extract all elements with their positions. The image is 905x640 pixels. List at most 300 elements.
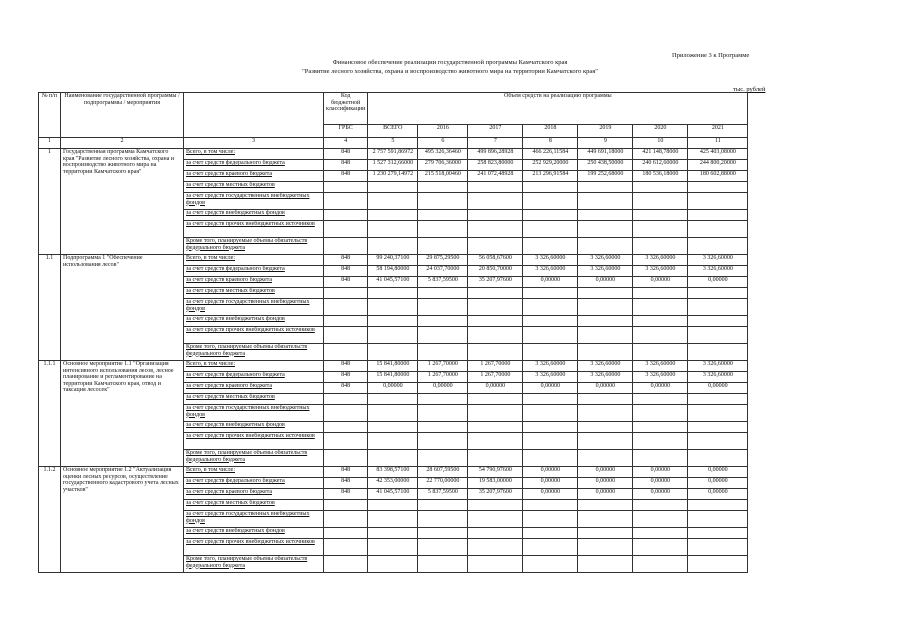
funding-source: за счет средств внебюджетных фондов <box>184 528 324 539</box>
funding-source: Кроме того, планируемые объемы обязательств федерального бюджета <box>184 344 324 361</box>
grbs-code: 848 <box>324 383 368 394</box>
amount-cell <box>418 433 468 450</box>
amount-cell <box>468 394 523 405</box>
amount-cell: 35 207,97600 <box>468 277 523 288</box>
amount-cell <box>688 394 748 405</box>
amount-cell <box>468 182 523 193</box>
grbs-code: 848 <box>324 149 368 160</box>
col-index: 1 <box>39 138 61 149</box>
amount-cell: 0,00000 <box>633 489 688 500</box>
amount-cell: 3 326,60000 <box>523 255 578 266</box>
amount-cell: 3 326,60000 <box>633 361 688 372</box>
amount-cell <box>368 394 418 405</box>
amount-cell <box>418 238 468 255</box>
grbs-code <box>324 539 368 556</box>
amount-cell <box>688 210 748 221</box>
amount-cell: 215 518,00460 <box>418 171 468 182</box>
amount-cell <box>578 556 633 573</box>
amount-cell <box>523 511 578 528</box>
amount-cell: 3 326,60000 <box>523 372 578 383</box>
amount-cell <box>368 182 418 193</box>
amount-cell <box>578 539 633 556</box>
amount-cell <box>523 221 578 238</box>
amount-cell: 35 207,97600 <box>468 489 523 500</box>
amount-cell <box>468 238 523 255</box>
amount-cell <box>368 500 418 511</box>
amount-cell <box>633 556 688 573</box>
amount-cell <box>633 450 688 467</box>
amount-cell <box>688 500 748 511</box>
grbs-code <box>324 182 368 193</box>
amount-cell: 56 058,67600 <box>468 255 523 266</box>
grbs-code: 848 <box>324 361 368 372</box>
amount-cell <box>368 433 418 450</box>
amount-cell <box>523 539 578 556</box>
grbs-code: 848 <box>324 478 368 489</box>
amount-cell: 3 326,60000 <box>633 255 688 266</box>
amount-cell: 252 929,20000 <box>523 160 578 171</box>
amount-cell <box>578 238 633 255</box>
amount-cell <box>688 450 748 467</box>
amount-cell <box>468 288 523 299</box>
amount-cell <box>368 221 418 238</box>
amount-cell <box>578 405 633 422</box>
amount-cell <box>688 422 748 433</box>
grbs-code: 848 <box>324 467 368 478</box>
amount-cell: 0,00000 <box>688 478 748 489</box>
amount-cell <box>578 299 633 316</box>
amount-cell: 0,00000 <box>578 277 633 288</box>
amount-cell: 1 267,70000 <box>468 361 523 372</box>
amount-cell: 3 326,60000 <box>523 266 578 277</box>
funding-source: за счет средств прочих внебюджетных источников <box>184 221 324 238</box>
grbs-code <box>324 316 368 327</box>
amount-cell <box>368 327 418 344</box>
units-label: тыс. рублей <box>733 86 766 93</box>
amount-cell <box>523 450 578 467</box>
amount-cell: 3 326,60000 <box>688 372 748 383</box>
amount-cell <box>468 316 523 327</box>
grbs-code <box>324 405 368 422</box>
amount-cell: 0,00000 <box>633 467 688 478</box>
amount-cell <box>468 556 523 573</box>
amount-cell <box>633 422 688 433</box>
amount-cell: 0,00000 <box>578 467 633 478</box>
amount-cell: 15 841,80000 <box>368 361 418 372</box>
amount-cell <box>578 327 633 344</box>
amount-cell: 495 326,36460 <box>418 149 468 160</box>
grbs-code: 848 <box>324 171 368 182</box>
amount-cell <box>688 221 748 238</box>
funding-source: Кроме того, планируемые объемы обязательств федерального бюджета <box>184 238 324 255</box>
amount-cell <box>468 539 523 556</box>
amount-cell: 19 583,00000 <box>468 478 523 489</box>
amount-cell <box>468 433 523 450</box>
funding-source: Кроме того, планируемые объемы обязательств федерального бюджета <box>184 556 324 573</box>
col-index: 3 <box>184 138 324 149</box>
amount-cell <box>578 394 633 405</box>
program-name: Основное мероприятие 1.2 "Актуализация оценки лесных ресурсов, осуществление государственного кадастрового учета лесных участков" <box>61 467 184 573</box>
amount-cell <box>468 344 523 361</box>
amount-cell <box>633 316 688 327</box>
grbs-code <box>324 556 368 573</box>
amount-cell <box>688 528 748 539</box>
funding-source: за счет средств федерального бюджета <box>184 372 324 383</box>
amount-cell <box>688 433 748 450</box>
financing-table <box>38 92 748 573</box>
grbs-code: 848 <box>324 489 368 500</box>
amount-cell <box>688 556 748 573</box>
amount-cell <box>578 182 633 193</box>
amount-cell <box>523 556 578 573</box>
amount-cell <box>523 405 578 422</box>
amount-cell <box>468 528 523 539</box>
amount-cell <box>418 556 468 573</box>
amount-cell <box>523 182 578 193</box>
amount-cell <box>633 500 688 511</box>
header-grbs: ГРБС <box>324 124 368 137</box>
amount-cell: 0,00000 <box>633 383 688 394</box>
amount-cell <box>688 316 748 327</box>
amount-cell: 244 800,20000 <box>688 160 748 171</box>
funding-source: за счет средств прочих внебюджетных источников <box>184 433 324 450</box>
title-line-2: "Развитие лесного хозяйства, охрана и воспроизводство животного мира на территории Камчатского края" <box>302 68 598 75</box>
amount-cell: 41 045,57100 <box>368 277 418 288</box>
amount-cell <box>418 221 468 238</box>
amount-cell <box>368 210 418 221</box>
header-total: ВСЕГО <box>368 124 418 137</box>
col-index: 7 <box>468 138 523 149</box>
amount-cell: 42 353,00000 <box>368 478 418 489</box>
grbs-code <box>324 500 368 511</box>
amount-cell: 15 841,80000 <box>368 372 418 383</box>
amount-cell <box>688 327 748 344</box>
amount-cell <box>523 193 578 210</box>
grbs-code <box>324 394 368 405</box>
amount-cell <box>368 539 418 556</box>
funding-source: за счет средств прочих внебюджетных источников <box>184 539 324 556</box>
amount-cell <box>578 422 633 433</box>
amount-cell <box>578 193 633 210</box>
column-index-row <box>39 138 748 149</box>
header-num: № п/п <box>39 93 61 138</box>
amount-cell <box>688 238 748 255</box>
grbs-code <box>324 210 368 221</box>
row-number: 1.1.2 <box>39 467 61 573</box>
amount-cell <box>633 344 688 361</box>
grbs-code <box>324 221 368 238</box>
appendix-note: Приложение 3 к Программе <box>672 52 750 59</box>
amount-cell <box>633 405 688 422</box>
header-row <box>39 93 748 125</box>
amount-cell: 0,00000 <box>633 478 688 489</box>
amount-cell <box>418 299 468 316</box>
amount-cell <box>633 182 688 193</box>
grbs-code <box>324 288 368 299</box>
amount-cell <box>633 511 688 528</box>
table-row <box>39 149 748 160</box>
funding-source: Всего, в том числе: <box>184 149 324 160</box>
amount-cell: 1 267,70000 <box>468 372 523 383</box>
amount-cell <box>523 288 578 299</box>
amount-cell <box>688 182 748 193</box>
amount-cell <box>633 299 688 316</box>
grbs-code <box>324 528 368 539</box>
header-year-2020: 2020 <box>633 124 688 137</box>
amount-cell: 0,00000 <box>688 467 748 478</box>
amount-cell <box>368 528 418 539</box>
amount-cell <box>418 210 468 221</box>
amount-cell <box>468 299 523 316</box>
header-year-2021: 2021 <box>688 124 748 137</box>
grbs-code <box>324 193 368 210</box>
amount-cell: 28 607,59500 <box>418 467 468 478</box>
funding-source: за счет средств краевого бюджета <box>184 277 324 288</box>
funding-source: за счет средств местных бюджетов <box>184 500 324 511</box>
col-index: 11 <box>688 138 748 149</box>
amount-cell <box>418 288 468 299</box>
table-row <box>39 361 748 372</box>
amount-cell <box>368 238 418 255</box>
amount-cell: 180 536,18000 <box>633 171 688 182</box>
amount-cell: 499 896,28928 <box>468 149 523 160</box>
amount-cell <box>523 299 578 316</box>
amount-cell: 466 226,11584 <box>523 149 578 160</box>
amount-cell: 180 602,88000 <box>688 171 748 182</box>
funding-source: за счет средств государственных внебюджетных фондов <box>184 299 324 316</box>
col-index: 9 <box>578 138 633 149</box>
grbs-code <box>324 327 368 344</box>
header-year-2019: 2019 <box>578 124 633 137</box>
amount-cell <box>368 288 418 299</box>
funding-source: за счет средств внебюджетных фондов <box>184 316 324 327</box>
amount-cell: 3 326,60000 <box>578 372 633 383</box>
amount-cell <box>418 344 468 361</box>
amount-cell: 2 757 591,86972 <box>368 149 418 160</box>
document-title <box>180 58 720 76</box>
amount-cell: 258 823,80000 <box>468 160 523 171</box>
amount-cell <box>633 394 688 405</box>
col-index: 5 <box>368 138 418 149</box>
amount-cell <box>368 422 418 433</box>
funding-source: Всего, в том числе: <box>184 467 324 478</box>
amount-cell: 0,00000 <box>578 478 633 489</box>
grbs-code <box>324 299 368 316</box>
amount-cell <box>523 422 578 433</box>
amount-cell: 0,00000 <box>523 478 578 489</box>
amount-cell: 0,00000 <box>468 383 523 394</box>
amount-cell: 83 398,57100 <box>368 467 418 478</box>
amount-cell: 29 875,29500 <box>418 255 468 266</box>
amount-cell: 0,00000 <box>688 277 748 288</box>
amount-cell <box>468 500 523 511</box>
amount-cell <box>633 539 688 556</box>
amount-cell <box>578 344 633 361</box>
amount-cell: 41 045,57100 <box>368 489 418 500</box>
grbs-code <box>324 422 368 433</box>
table-body <box>39 93 748 573</box>
header-year-2017: 2017 <box>468 124 523 137</box>
amount-cell <box>523 327 578 344</box>
funding-source: за счет средств федерального бюджета <box>184 478 324 489</box>
amount-cell: 5 837,59500 <box>418 489 468 500</box>
funding-source: Всего, в том числе: <box>184 361 324 372</box>
amount-cell <box>523 316 578 327</box>
amount-cell: 58 194,80000 <box>368 266 418 277</box>
amount-cell: 279 706,36000 <box>418 160 468 171</box>
amount-cell: 240 612,60000 <box>633 160 688 171</box>
amount-cell: 0,00000 <box>633 277 688 288</box>
header-sources <box>184 93 324 138</box>
amount-cell <box>633 193 688 210</box>
program-name: Основное мероприятие 1.1 "Организация интенсивного использования лесов, лесное планирование и регламентирование на территории Камчатского края, отвод и таксация лесосек" <box>61 361 184 467</box>
amount-cell <box>523 433 578 450</box>
funding-source: за счет средств государственных внебюджетных фондов <box>184 405 324 422</box>
grbs-code: 848 <box>324 160 368 171</box>
amount-cell <box>578 433 633 450</box>
amount-cell: 3 326,60000 <box>633 266 688 277</box>
amount-cell <box>468 511 523 528</box>
amount-cell: 0,00000 <box>368 383 418 394</box>
amount-cell <box>468 327 523 344</box>
row-number: 1.1 <box>39 255 61 361</box>
amount-cell <box>368 450 418 467</box>
amount-cell <box>633 327 688 344</box>
amount-cell <box>368 193 418 210</box>
amount-cell <box>523 238 578 255</box>
amount-cell <box>633 221 688 238</box>
grbs-code: 848 <box>324 372 368 383</box>
amount-cell <box>468 450 523 467</box>
funding-source: за счет средств внебюджетных фондов <box>184 422 324 433</box>
amount-cell <box>368 405 418 422</box>
amount-cell <box>578 500 633 511</box>
header-name: Наименование государственной программы / подпрограммы / мероприятия <box>61 93 184 138</box>
amount-cell: 0,00000 <box>523 383 578 394</box>
amount-cell: 1 267,70000 <box>418 361 468 372</box>
amount-cell <box>418 182 468 193</box>
funding-source: за счет средств федерального бюджета <box>184 160 324 171</box>
funding-source: за счет средств внебюджетных фондов <box>184 210 324 221</box>
amount-cell <box>418 500 468 511</box>
funding-source: за счет средств краевого бюджета <box>184 171 324 182</box>
amount-cell <box>578 221 633 238</box>
table-row <box>39 255 748 266</box>
funding-source: за счет средств прочих внебюджетных источников <box>184 327 324 344</box>
amount-cell <box>418 528 468 539</box>
amount-cell <box>418 193 468 210</box>
grbs-code <box>324 511 368 528</box>
amount-cell <box>578 450 633 467</box>
amount-cell: 213 296,91584 <box>523 171 578 182</box>
amount-cell <box>633 528 688 539</box>
amount-cell <box>688 405 748 422</box>
grbs-code <box>324 238 368 255</box>
funding-source: за счет средств местных бюджетов <box>184 182 324 193</box>
funding-source: за счет средств краевого бюджета <box>184 489 324 500</box>
amount-cell: 0,00000 <box>523 277 578 288</box>
amount-cell: 3 326,60000 <box>523 361 578 372</box>
amount-cell: 0,00000 <box>418 383 468 394</box>
amount-cell: 3 326,60000 <box>688 266 748 277</box>
amount-cell <box>368 556 418 573</box>
amount-cell <box>468 193 523 210</box>
funding-source: Всего, в том числе: <box>184 255 324 266</box>
amount-cell <box>578 316 633 327</box>
amount-cell <box>688 299 748 316</box>
amount-cell <box>418 450 468 467</box>
amount-cell: 22 770,00000 <box>418 478 468 489</box>
grbs-code: 848 <box>324 266 368 277</box>
row-number: 1.1.1 <box>39 361 61 467</box>
header-volume: Объем средств на реализацию программы <box>368 93 748 125</box>
amount-cell <box>578 210 633 221</box>
amount-cell: 199 252,68000 <box>578 171 633 182</box>
amount-cell <box>418 539 468 556</box>
amount-cell: 0,00000 <box>578 383 633 394</box>
amount-cell <box>418 316 468 327</box>
grbs-code <box>324 433 368 450</box>
amount-cell: 3 326,60000 <box>578 255 633 266</box>
funding-source: за счет средств местных бюджетов <box>184 394 324 405</box>
amount-cell <box>418 394 468 405</box>
amount-cell <box>688 193 748 210</box>
amount-cell <box>368 316 418 327</box>
amount-cell <box>468 405 523 422</box>
header-year-2018: 2018 <box>523 124 578 137</box>
amount-cell <box>633 238 688 255</box>
amount-cell <box>578 288 633 299</box>
amount-cell <box>468 210 523 221</box>
col-index: 6 <box>418 138 468 149</box>
amount-cell: 0,00000 <box>688 383 748 394</box>
row-number: 1 <box>39 149 61 255</box>
grbs-code: 848 <box>324 255 368 266</box>
amount-cell <box>368 299 418 316</box>
amount-cell: 0,00000 <box>688 489 748 500</box>
col-index: 4 <box>324 138 368 149</box>
grbs-code <box>324 344 368 361</box>
col-index: 2 <box>61 138 184 149</box>
col-index: 10 <box>633 138 688 149</box>
amount-cell: 0,00000 <box>523 489 578 500</box>
amount-cell <box>688 539 748 556</box>
amount-cell <box>578 511 633 528</box>
amount-cell: 5 837,59500 <box>418 277 468 288</box>
amount-cell <box>468 422 523 433</box>
amount-cell <box>523 210 578 221</box>
amount-cell: 3 326,60000 <box>633 372 688 383</box>
amount-cell: 0,00000 <box>523 467 578 478</box>
amount-cell: 0,00000 <box>578 489 633 500</box>
funding-source: за счет средств местных бюджетов <box>184 288 324 299</box>
amount-cell <box>368 344 418 361</box>
amount-cell: 425 403,08000 <box>688 149 748 160</box>
amount-cell <box>688 288 748 299</box>
amount-cell: 3 326,60000 <box>578 361 633 372</box>
amount-cell <box>523 344 578 361</box>
program-name: Государственная программа Камчатского края "Развитие лесного хозяйства, охрана и воспроизводство животного мира на территории Камчатского края" <box>61 149 184 255</box>
amount-cell: 1 267,70000 <box>418 372 468 383</box>
amount-cell: 24 037,70000 <box>418 266 468 277</box>
amount-cell <box>418 511 468 528</box>
amount-cell: 20 850,70000 <box>468 266 523 277</box>
amount-cell: 99 240,37100 <box>368 255 418 266</box>
table-row <box>39 467 748 478</box>
amount-cell: 241 072,48928 <box>468 171 523 182</box>
amount-cell <box>523 394 578 405</box>
amount-cell <box>633 288 688 299</box>
